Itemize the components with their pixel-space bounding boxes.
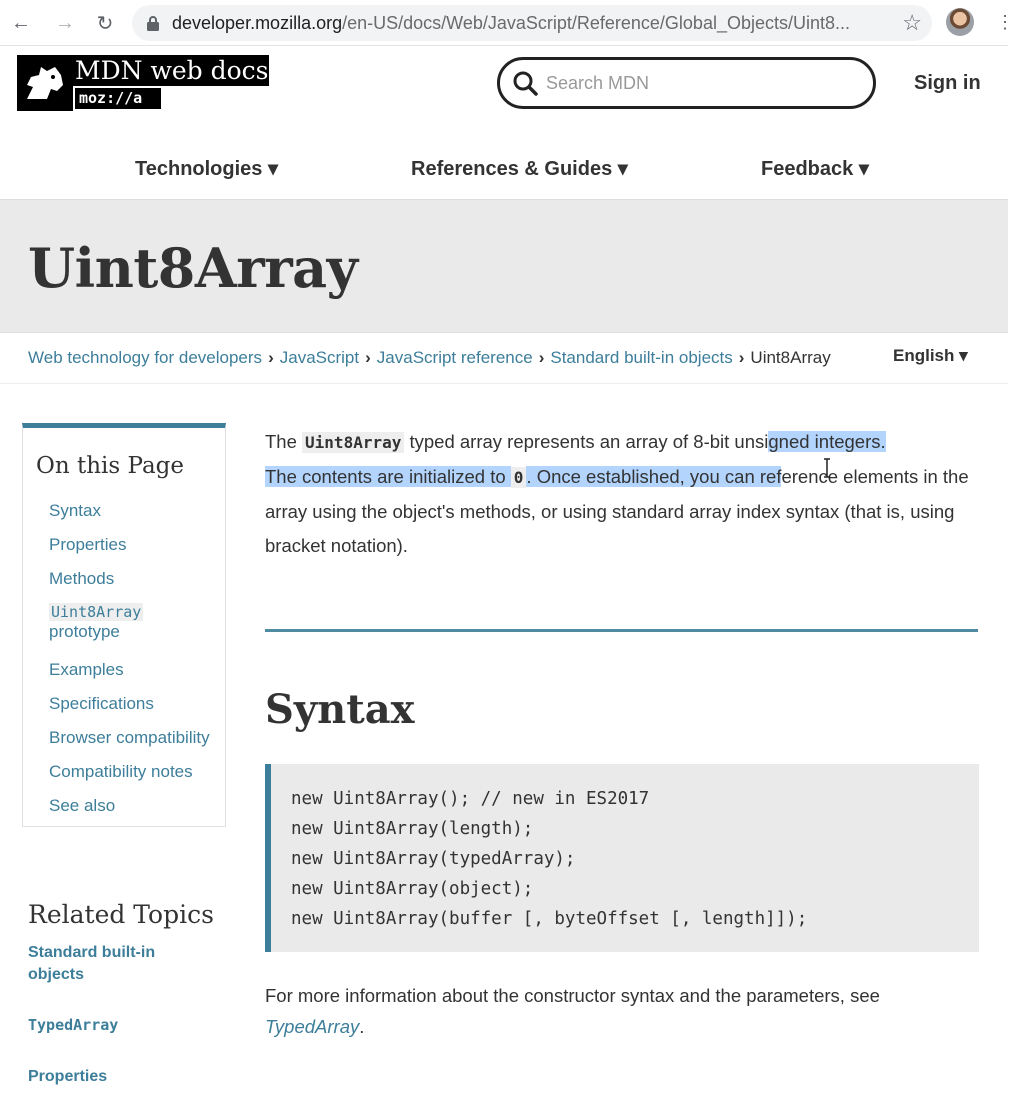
toc-item-syntax[interactable]: Syntax bbox=[49, 501, 101, 520]
code-line: new Uint8Array(); // new in ES2017 bbox=[291, 789, 650, 809]
forward-arrow-icon[interactable]: → bbox=[55, 11, 75, 34]
breadcrumb-separator: › bbox=[365, 348, 371, 367]
bookmark-star-icon[interactable]: ☆ bbox=[902, 10, 922, 35]
inline-code: Uint8Array bbox=[302, 432, 404, 453]
article-body bbox=[265, 425, 977, 563]
main-navigation bbox=[0, 150, 1008, 186]
toc-item-prototype-label: prototype bbox=[49, 622, 120, 641]
lock-icon bbox=[146, 15, 160, 31]
language-selector[interactable]: English ▾ bbox=[893, 346, 968, 365]
related-topics-title: Related Topics bbox=[28, 900, 214, 929]
related-link-line1: Standard built-in bbox=[28, 944, 156, 961]
selected-text: . Once established, you can ref bbox=[526, 466, 782, 487]
search-box[interactable] bbox=[497, 57, 876, 109]
nav-feedback[interactable]: Feedback ▾ bbox=[761, 158, 869, 180]
toc-code: Uint8Array bbox=[51, 603, 142, 621]
toc-title: On this Page bbox=[36, 453, 184, 479]
back-arrow-icon[interactable]: ← bbox=[11, 11, 31, 34]
on-this-page-box bbox=[22, 423, 226, 827]
toc-item-properties[interactable]: Properties bbox=[49, 535, 127, 554]
search-input[interactable] bbox=[546, 70, 846, 96]
url-host: developer.mozilla.org bbox=[172, 13, 343, 33]
breadcrumb-separator: › bbox=[268, 348, 274, 367]
toc-item-compatibility-notes[interactable]: Compatibility notes bbox=[49, 762, 193, 781]
selected-text: The contents are initialized to bbox=[265, 466, 511, 487]
code-line: new Uint8Array(object); bbox=[291, 879, 534, 899]
toc-item-prototype[interactable] bbox=[49, 602, 143, 642]
intro-text: typed array represents an array of 8-bit unsi bbox=[404, 431, 769, 452]
text-cursor-icon bbox=[822, 458, 832, 478]
nav-technologies[interactable]: Technologies ▾ bbox=[135, 158, 279, 180]
breadcrumb-separator: › bbox=[738, 348, 745, 367]
constructor-note bbox=[265, 980, 977, 1042]
inline-code: 0 bbox=[511, 467, 527, 488]
toc-item-specifications[interactable]: Specifications bbox=[49, 694, 154, 713]
url-path: /en-US/docs/Web/JavaScript/Reference/Global_Objects/Uint8... bbox=[342, 13, 851, 33]
dinosaur-icon bbox=[17, 55, 73, 111]
related-link-line2: objects bbox=[28, 966, 85, 983]
search-icon bbox=[512, 70, 538, 96]
breadcrumb-web-technology[interactable]: Web technology for developers bbox=[28, 348, 263, 367]
breadcrumb-divider bbox=[0, 383, 1008, 384]
url-text[interactable] bbox=[172, 13, 850, 34]
profile-avatar[interactable] bbox=[946, 8, 974, 36]
browser-toolbar bbox=[0, 0, 1014, 46]
toc-item-methods[interactable]: Methods bbox=[49, 569, 115, 588]
selected-text: gned integers. bbox=[768, 431, 886, 452]
intro-text: The bbox=[265, 431, 303, 452]
code-line: new Uint8Array(typedArray); bbox=[291, 849, 576, 869]
breadcrumb-javascript[interactable]: JavaScript bbox=[279, 348, 360, 367]
note-end: . bbox=[359, 1016, 365, 1037]
breadcrumb-standard-built-in-objects[interactable]: Standard built-in objects bbox=[550, 348, 733, 367]
title-band bbox=[0, 199, 1008, 333]
sign-in-link[interactable]: Sign in bbox=[914, 72, 981, 94]
toc-item-examples[interactable]: Examples bbox=[49, 660, 124, 679]
code-line: new Uint8Array(length); bbox=[291, 819, 534, 839]
intro-text: erence elements in the array using the object's methods, or using standard array index syntax (that is, using bracket notation). bbox=[265, 466, 969, 556]
intro-paragraph bbox=[265, 425, 977, 563]
typedarray-link[interactable]: TypedArray bbox=[265, 1016, 360, 1037]
logo-wordmark: MDN web docs bbox=[75, 56, 269, 85]
breadcrumb-separator: › bbox=[538, 348, 545, 367]
breadcrumb bbox=[28, 348, 831, 368]
mdn-logo[interactable] bbox=[17, 55, 269, 111]
mozilla-wordmark: moz://a bbox=[75, 88, 161, 109]
syntax-heading: Syntax bbox=[265, 686, 415, 733]
syntax-code-block bbox=[265, 764, 979, 952]
toc-item-see-also[interactable]: See also bbox=[49, 796, 116, 815]
code-line: new Uint8Array(buffer [, byteOffset [, length]]); bbox=[291, 909, 808, 929]
address-bar[interactable] bbox=[132, 5, 932, 41]
menu-kebab-icon[interactable]: ⋮ bbox=[996, 12, 1014, 32]
nav-references-guides[interactable]: References & Guides ▾ bbox=[411, 158, 628, 180]
related-standard-built-in-objects[interactable] bbox=[28, 942, 155, 986]
page-title: Uint8Array bbox=[28, 236, 358, 300]
breadcrumb-current: Uint8Array bbox=[750, 348, 831, 367]
note-text: For more information about the constructor syntax and the parameters, see bbox=[265, 985, 880, 1006]
toc-item-browser-compatibility[interactable]: Browser compatibility bbox=[49, 728, 210, 747]
section-divider bbox=[265, 629, 978, 632]
reload-icon[interactable]: ↻ bbox=[96, 12, 114, 35]
related-properties[interactable]: Properties bbox=[28, 1068, 108, 1085]
breadcrumb-javascript-reference[interactable]: JavaScript reference bbox=[376, 348, 533, 367]
related-typedarray[interactable]: TypedArray bbox=[28, 1016, 119, 1034]
